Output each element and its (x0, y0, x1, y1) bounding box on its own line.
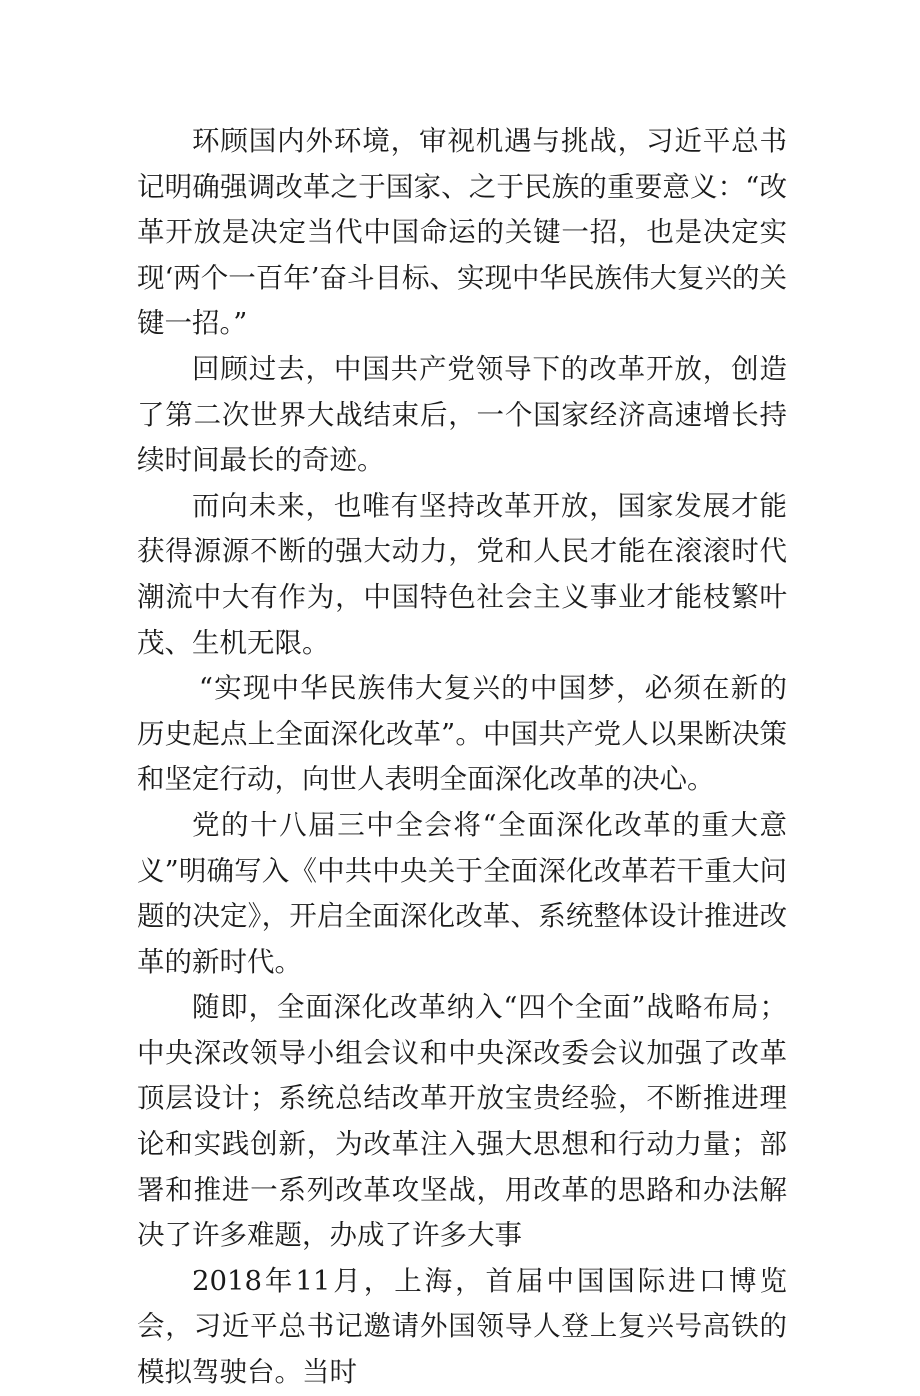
paragraph-6: 随即，全面深化改革纳入“四个全面”战略布局；中央深改领导小组会议和中央深改委会议加强了改革顶层设计；系统总结改革开放宝贵经验，不断推进理论和实践创新，为改革注入强大思想和行动力量；部署和推进一系列改革攻坚战，用改革的思路和办法解决了许多难题，办成了许多大事 (137, 991, 787, 1252)
paragraph-1: 环顾国内外环境，审视机遇与挑战，习近平总书记明确强调改革之于国家、之于民族的重要意义：“改革开放是决定当代中国命运的关键一招，也是决定实现‘两个一百年’奋斗目标、实现中华民族伟大复兴的关键一招。” (137, 125, 787, 340)
paragraph-7: 2018年11月，上海，首届中国国际进口博览会，习近平总书记邀请外国领导人登上复兴号高铁的模拟驾驶台。当时 (137, 1264, 787, 1389)
document-body (137, 119, 787, 1396)
paragraph-2: 回顾过去，中国共产党领导下的改革开放，创造了第二次世界大战结束后，一个国家经济高速增长持续时间最长的奇迹。 (137, 352, 787, 477)
paragraph-3: 而向未来，也唯有坚持改革开放，国家发展才能获得源源不断的强大动力，党和人民才能在滚滚时代潮流中大有作为，中国特色社会主义事业才能枝繁叶茂、生机无限。 (137, 489, 787, 659)
paragraph-4: “实现中华民族伟大复兴的中国梦，必须在新的历史起点上全面深化改革”。中国共产党人以果断决策和坚定行动，向世人表明全面深化改革的决心。 (137, 672, 787, 796)
paragraph-5: 党的十八届三中全会将“全面深化改革的重大意义”明确写入《中共中央关于全面深化改革若干重大问题的决定》，开启全面深化改革、系统整体设计推进改革的新时代。 (137, 808, 787, 978)
